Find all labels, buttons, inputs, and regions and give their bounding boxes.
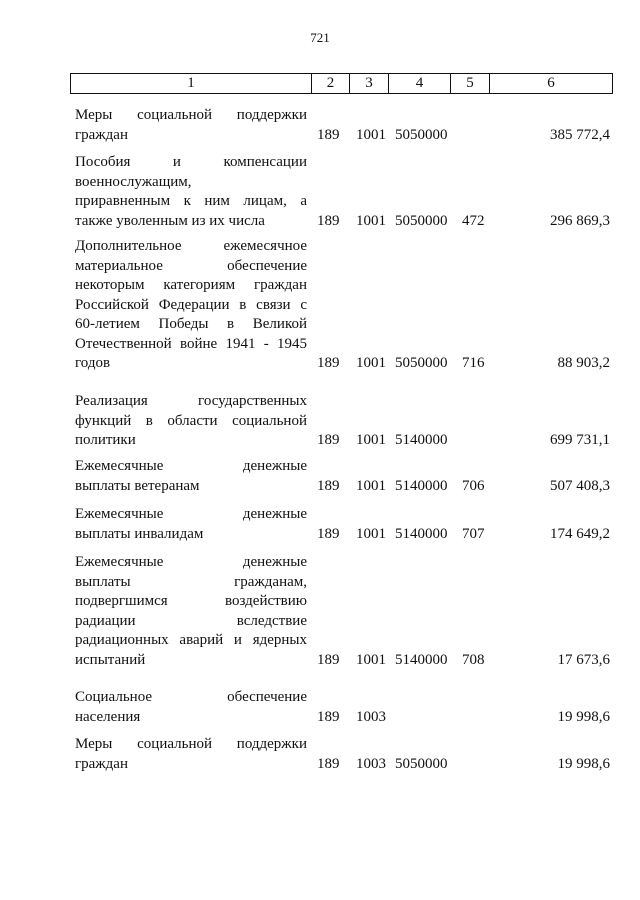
row-amount: 699 731,1 (550, 432, 610, 448)
row-amount: 88 903,2 (557, 355, 610, 371)
description-line: Отечественной войне 1941 - 1945 (75, 335, 307, 352)
row-amount: 296 869,3 (550, 212, 610, 229)
row-section-code: 1001 (356, 432, 386, 448)
column-header-1: 1 (71, 74, 312, 94)
column-header-table (70, 73, 613, 94)
row-article-code: 5050000 (395, 755, 448, 772)
row-article-code: 5050000 (395, 126, 448, 143)
description-line: Пособия и компенсации (75, 154, 307, 170)
column-header-row (71, 74, 613, 94)
description-line: выплаты гражданам, (75, 573, 307, 590)
description-line: приравненным к ним лицам, а (75, 193, 307, 209)
column-header-2: 2 (312, 74, 350, 94)
row-expense-kind: 708 (462, 651, 485, 668)
row-description (75, 688, 307, 727)
description-line: материальное обеспечение (75, 257, 307, 274)
row-article-code: 5140000 (395, 651, 448, 668)
description-line: Российской Федерации в связи с (75, 296, 307, 313)
row-description (75, 735, 307, 774)
row-section-code: 1001 (356, 651, 386, 668)
row-article-code: 5050000 (395, 355, 448, 371)
row-article-code: 5140000 (395, 432, 448, 448)
description-line: радиации вследствие (75, 612, 307, 629)
description-line: функций в области социальной (75, 412, 307, 429)
row-chapter-code: 189 (317, 355, 340, 371)
row-expense-kind: 472 (462, 212, 485, 229)
page-number: 721 (310, 30, 330, 45)
row-amount: 385 772,4 (550, 126, 610, 143)
row-chapter-code: 189 (317, 755, 340, 772)
row-section-code: 1001 (356, 126, 386, 143)
row-chapter-code: 189 (317, 651, 340, 668)
description-line: подвергшимся воздействию (75, 593, 307, 609)
description-line: годов (75, 355, 111, 371)
description-line: Ежемесячные денежные (75, 554, 307, 570)
row-section-code: 1001 (356, 212, 386, 229)
row-description (75, 553, 307, 670)
row-section-code: 1003 (356, 708, 386, 725)
row-chapter-code: 189 (317, 525, 340, 542)
column-header-4: 4 (389, 74, 451, 94)
row-section-code: 1001 (356, 355, 386, 371)
row-description (75, 505, 307, 544)
row-description (75, 106, 307, 145)
row-article-code: 5050000 (395, 212, 448, 229)
description-line: граждан (75, 126, 128, 143)
row-article-code: 5140000 (395, 525, 448, 542)
row-chapter-code: 189 (317, 126, 340, 143)
row-expense-kind: 707 (462, 525, 485, 542)
row-section-code: 1001 (356, 525, 386, 542)
description-line: Дополнительное ежемесячное (75, 238, 307, 254)
description-line: 60-летием Победы в Великой (75, 316, 307, 332)
column-header-6: 6 (490, 74, 613, 94)
description-line: выплаты инвалидам (75, 525, 204, 542)
description-line: выплаты ветеранам (75, 477, 200, 494)
row-chapter-code: 189 (317, 212, 340, 229)
description-line: Ежемесячные денежные (75, 506, 307, 522)
row-chapter-code: 189 (317, 708, 340, 725)
row-description (75, 457, 307, 496)
description-line: Меры социальной поддержки (75, 736, 307, 752)
row-description (75, 153, 307, 231)
description-line: военнослужащим, (75, 173, 192, 190)
description-line: испытаний (75, 651, 146, 668)
description-line: населения (75, 708, 141, 725)
column-header-5: 5 (451, 74, 490, 94)
row-article-code: 5140000 (395, 477, 448, 494)
row-expense-kind: 706 (462, 477, 485, 494)
description-line: Социальное обеспечение (75, 689, 307, 705)
row-chapter-code: 189 (317, 432, 340, 448)
row-section-code: 1001 (356, 477, 386, 494)
row-amount: 507 408,3 (550, 477, 610, 494)
row-chapter-code: 189 (317, 477, 340, 494)
description-line: также уволенным из их числа (75, 212, 265, 229)
row-amount: 174 649,2 (550, 525, 610, 542)
row-section-code: 1003 (356, 755, 386, 772)
description-line: Реализация государственных (75, 393, 307, 409)
description-line: граждан (75, 755, 128, 772)
row-expense-kind: 716 (462, 355, 485, 371)
description-line: Ежемесячные денежные (75, 458, 307, 474)
row-description (75, 392, 307, 451)
description-line: радиационных аварий и ядерных (75, 632, 307, 648)
row-amount: 19 998,6 (557, 755, 610, 772)
column-header-3: 3 (350, 74, 389, 94)
row-description (75, 237, 307, 374)
row-amount: 19 998,6 (557, 708, 610, 725)
row-amount: 17 673,6 (557, 651, 610, 668)
description-line: Меры социальной поддержки (75, 107, 307, 123)
description-line: некоторым категориям граждан (75, 277, 307, 293)
description-line: политики (75, 432, 136, 448)
